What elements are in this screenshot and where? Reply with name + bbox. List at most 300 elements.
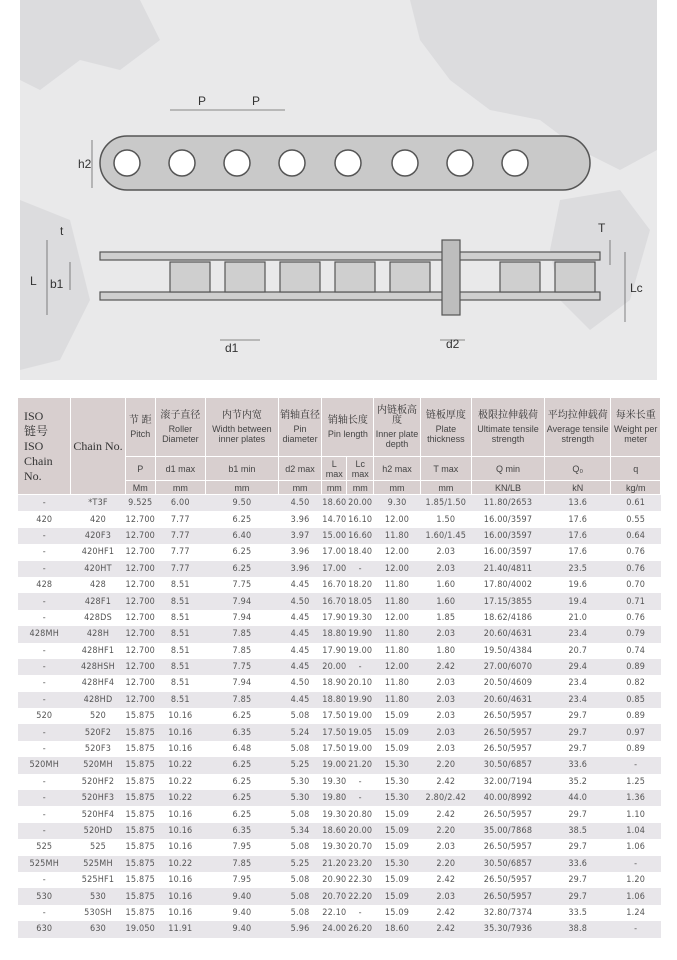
- table-row: [18, 921, 661, 937]
- table-cell: 27.00/6070: [471, 659, 544, 675]
- table-cell: 7.77: [170, 514, 190, 525]
- table-cell: 10.22: [168, 776, 193, 787]
- table-cell: 19.00: [322, 757, 347, 773]
- table-cell: -: [611, 856, 661, 872]
- table-row: [18, 872, 661, 888]
- table-cell: -: [42, 744, 46, 755]
- table-cell: 16.60: [347, 528, 374, 544]
- symbol-cell: L max: [322, 457, 347, 481]
- table-cell: 15.875: [126, 823, 156, 839]
- table-cell: 525MH: [71, 856, 126, 872]
- table-cell: 15.875: [125, 875, 156, 886]
- table-cell: 22.20: [347, 888, 374, 904]
- iso-header-line: ISO: [24, 408, 44, 423]
- table-cell: 428DS: [84, 612, 112, 623]
- table-row: [18, 806, 661, 822]
- table-row: [18, 577, 661, 593]
- table-cell: 19.00: [348, 711, 373, 722]
- table-cell: 18.80: [322, 626, 347, 642]
- table-cell: 7.95: [232, 842, 252, 853]
- table-cell: 17.90: [322, 612, 347, 623]
- table-cell: 7.85: [232, 645, 252, 656]
- table-cell: 1.60: [420, 593, 471, 609]
- table-cell: 10.16: [168, 711, 193, 722]
- table-cell: 0.76: [626, 547, 646, 558]
- table-cell: 12.700: [126, 626, 156, 642]
- table-cell: 29.7: [568, 744, 588, 755]
- unit-cell: mm: [278, 481, 322, 495]
- table-cell: 15.875: [126, 790, 156, 806]
- table-cell: 13.6: [545, 495, 611, 512]
- table-row: [18, 856, 661, 872]
- table-cell: 38.8: [545, 921, 611, 937]
- table-cell: 44.0: [545, 790, 611, 806]
- table-cell: 20.90: [322, 875, 347, 886]
- table-cell: 33.6: [545, 856, 611, 872]
- table-cell: 20.00: [347, 823, 374, 839]
- table-cell: 20.50/4609: [483, 678, 533, 689]
- table-cell: -: [347, 790, 374, 806]
- table-cell: 4.45: [278, 626, 322, 642]
- table-cell: 19.30: [322, 776, 347, 787]
- table-row: [18, 888, 661, 904]
- symbol-cell: T max: [420, 457, 471, 481]
- chain-dimension-diagram: [20, 0, 657, 380]
- table-cell: 20.80: [348, 809, 373, 820]
- table-cell: 5.08: [290, 809, 310, 820]
- table-cell: 520MH: [71, 757, 126, 773]
- table-cell: 17.50: [322, 744, 347, 755]
- table-cell: 21.40/4811: [471, 561, 544, 577]
- iso-chain-header: [18, 398, 71, 495]
- table-cell: 21.20: [322, 856, 347, 872]
- table-cell: 525HF1: [81, 875, 115, 886]
- table-cell: 2.42: [436, 875, 456, 886]
- label-p1: P: [198, 94, 207, 108]
- table-cell: 420: [36, 514, 53, 525]
- table-cell: 18.80: [322, 692, 347, 708]
- table-row: [18, 757, 661, 773]
- table-cell: 10.16: [168, 907, 193, 918]
- table-cell: 10.22: [155, 757, 206, 773]
- table-cell: 18.60: [322, 495, 347, 512]
- table-cell: 15.09: [374, 724, 421, 740]
- chain-side-view: [100, 240, 600, 315]
- unit-cell: mm: [322, 481, 347, 495]
- table-cell: 29.7: [568, 711, 588, 722]
- table-cell: 520HF3: [71, 790, 126, 806]
- table-cell: 8.51: [155, 593, 206, 609]
- table-cell: 18.62/4186: [483, 612, 533, 623]
- table-row: [18, 839, 661, 855]
- table-cell: 16.00/3597: [483, 547, 533, 558]
- iso-header-line: 链号: [24, 423, 49, 438]
- table-cell: 19.80: [322, 790, 347, 806]
- roller: [335, 262, 375, 292]
- table-cell: -: [18, 724, 71, 740]
- table-cell: 26.50/5957: [483, 809, 533, 820]
- table-cell: 12.00: [384, 514, 410, 525]
- table-cell: 12.700: [126, 593, 156, 609]
- table-row: [18, 823, 661, 839]
- table-cell: 0.89: [626, 711, 646, 722]
- table-cell: 17.15/3855: [471, 593, 544, 609]
- table-cell: 12.700: [125, 580, 156, 591]
- table-cell: 23.5: [545, 561, 611, 577]
- table-cell: 5.30: [290, 776, 310, 787]
- table-cell: 530: [71, 888, 126, 904]
- table-cell: 12.700: [125, 645, 156, 656]
- table-cell: 10.22: [155, 856, 206, 872]
- table-cell: 17.6: [568, 514, 588, 525]
- table-cell: 40.00/8992: [471, 790, 544, 806]
- table-cell: 6.25: [232, 776, 252, 787]
- table-cell: 2.42: [420, 921, 471, 937]
- table-cell: 18.60: [322, 823, 347, 839]
- table-cell: 15.30: [374, 757, 421, 773]
- table-cell: 15.09: [384, 842, 410, 853]
- table-cell: 530SH: [84, 907, 112, 918]
- table-cell: 4.45: [290, 580, 310, 591]
- table-cell: 15.875: [125, 842, 156, 853]
- roller: [225, 262, 265, 292]
- table-cell: 17.90: [322, 645, 347, 656]
- unit-cell: mm: [420, 481, 471, 495]
- table-cell: 630: [18, 921, 71, 937]
- table-cell: 23.4: [545, 626, 611, 642]
- table-cell: 0.61: [611, 495, 661, 512]
- unit-cell: Mm: [126, 481, 156, 495]
- table-cell: 8.51: [170, 678, 190, 689]
- table-cell: 428F1: [71, 593, 126, 609]
- table-cell: 18.90: [322, 678, 347, 689]
- table-cell: 3.96: [278, 561, 322, 577]
- table-cell: 6.48: [232, 744, 252, 755]
- table-cell: 15.09: [374, 888, 421, 904]
- table-cell: 16.00/3597: [483, 514, 533, 525]
- table-cell: 2.42: [436, 776, 456, 787]
- table-cell: 35.30/7936: [471, 921, 544, 937]
- label-d2: d2: [446, 337, 460, 351]
- table-cell: 19.4: [545, 593, 611, 609]
- table-cell: 11.80: [384, 580, 410, 591]
- chain-spec-table: [18, 398, 661, 938]
- table-cell: 4.45: [278, 659, 322, 675]
- table-cell: 525: [36, 842, 53, 853]
- table-cell: 12.700: [125, 612, 156, 623]
- table-cell: 12.700: [125, 514, 156, 525]
- table-cell: 9.40: [232, 907, 252, 918]
- table-cell: -: [18, 659, 71, 675]
- label-h2: h2: [78, 157, 92, 171]
- table-cell: 630: [71, 921, 126, 937]
- table-cell: 5.96: [278, 921, 322, 937]
- table-cell: 6.40: [206, 528, 279, 544]
- table-cell: 11.91: [155, 921, 206, 937]
- table-cell: 29.7: [545, 724, 611, 740]
- table-cell: 0.82: [626, 678, 646, 689]
- table-cell: 12.700: [126, 692, 156, 708]
- table-cell: 8.51: [155, 659, 206, 675]
- pin-hole: [279, 150, 305, 176]
- table-cell: 5.34: [278, 823, 322, 839]
- table-cell: 520HF2: [81, 776, 115, 787]
- table-cell: 2.03: [436, 547, 456, 558]
- table-row: [18, 790, 661, 806]
- table-cell: 19.00: [348, 645, 373, 656]
- table-cell: 29.7: [568, 809, 588, 820]
- table-cell: 7.77: [170, 547, 190, 558]
- table-cell: 530: [18, 888, 71, 904]
- table-cell: -: [18, 495, 71, 512]
- unit-cell: mm: [206, 481, 279, 495]
- iso-header-line: No.: [24, 468, 42, 483]
- table-cell: 22.10: [322, 907, 347, 918]
- table-cell: 26.50/5957: [471, 888, 544, 904]
- table-cell: 26.50/5957: [471, 724, 544, 740]
- table-cell: 15.09: [384, 907, 410, 918]
- table-cell: 15.00: [322, 528, 347, 544]
- table-cell: 29.7: [568, 875, 588, 886]
- table-cell: -: [42, 678, 46, 689]
- table-cell: 6.25: [232, 711, 252, 722]
- table-cell: 15.09: [384, 809, 410, 820]
- table-cell: 2.03: [420, 888, 471, 904]
- unit-cell: kg/m: [611, 481, 661, 495]
- table-cell: 0.71: [611, 593, 661, 609]
- table-cell: 20.7: [568, 645, 588, 656]
- table-cell: -: [611, 757, 661, 773]
- table-cell: 0.55: [626, 514, 646, 525]
- table-cell: 3.97: [278, 528, 322, 544]
- unit-cell: mm: [374, 481, 421, 495]
- table-cell: 18.60: [374, 921, 421, 937]
- table-cell: 2.20: [420, 823, 471, 839]
- table-cell: 4.45: [278, 692, 322, 708]
- roller: [280, 262, 320, 292]
- table-cell: 428HD: [71, 692, 126, 708]
- table-cell: 19.90: [347, 626, 374, 642]
- table-cell: 8.51: [170, 580, 190, 591]
- table-cell: 10.16: [155, 888, 206, 904]
- table-cell: 12.700: [126, 528, 156, 544]
- table-cell: -: [347, 659, 374, 675]
- table-cell: 18.40: [348, 547, 373, 558]
- table-cell: 520HF4: [81, 809, 115, 820]
- table-cell: -: [42, 547, 46, 558]
- table-cell: 7.95: [232, 875, 252, 886]
- table-cell: 7.94: [232, 678, 252, 689]
- table-cell: 6.25: [206, 757, 279, 773]
- table-cell: 26.20: [347, 921, 374, 937]
- table-cell: 33.5: [568, 907, 588, 918]
- table-cell: 12.00: [384, 547, 410, 558]
- table-cell: 6.25: [206, 790, 279, 806]
- table-cell: 11.80: [384, 678, 410, 689]
- table-cell: 6.25: [232, 547, 252, 558]
- table-cell: 9.30: [374, 495, 421, 512]
- table-cell: 2.42: [436, 809, 456, 820]
- table-cell: 19.6: [568, 580, 588, 591]
- table-cell: 2.80/2.42: [420, 790, 471, 806]
- col-header: 滚子直径 Roller Diameter: [155, 398, 206, 457]
- table-cell: 21.20: [347, 757, 374, 773]
- table-cell: 6.35: [206, 724, 279, 740]
- table-cell: 1.25: [626, 776, 646, 787]
- iso-header-line: Chain: [24, 453, 53, 468]
- roller: [390, 262, 430, 292]
- pin-hole: [335, 150, 361, 176]
- table-cell: 18.20: [348, 580, 373, 591]
- table-row: [18, 495, 661, 512]
- table-cell: 9.40: [206, 888, 279, 904]
- table-cell: 17.00: [322, 547, 347, 558]
- table-cell: 0.79: [611, 626, 661, 642]
- table-cell: 11.80/2653: [471, 495, 544, 512]
- table-cell: 17.50: [322, 711, 347, 722]
- table-cell: 29.7: [545, 888, 611, 904]
- table-cell: 38.5: [545, 823, 611, 839]
- table-cell: 0.76: [626, 612, 646, 623]
- table-row: [18, 511, 661, 527]
- label-t: t: [60, 224, 64, 238]
- table-cell: 11.80: [374, 692, 421, 708]
- table-cell: 428: [89, 580, 107, 591]
- col-header: 每米长重 Weight per meter: [611, 398, 661, 457]
- table-cell: 11.80: [374, 528, 421, 544]
- table-cell: 17.00: [322, 561, 347, 577]
- table-cell: 1.24: [626, 907, 646, 918]
- table-row: [18, 741, 661, 757]
- table-cell: 20.60/4631: [471, 692, 544, 708]
- table-cell: 10.16: [168, 744, 193, 755]
- table-cell: 24.00: [322, 921, 347, 937]
- table-cell: 520: [89, 711, 107, 722]
- table-cell: 3.96: [290, 514, 310, 525]
- table-cell: 17.50: [322, 724, 347, 740]
- unit-cell: mm: [347, 481, 374, 495]
- table-cell: 12.700: [125, 678, 156, 689]
- table-cell: 29.7: [568, 842, 588, 853]
- table-cell: 22.30: [348, 875, 373, 886]
- table-cell: 1.60: [436, 580, 456, 591]
- table-cell: 5.25: [278, 856, 322, 872]
- table-cell: 17.6: [568, 547, 588, 558]
- table-cell: 10.16: [168, 809, 193, 820]
- table-cell: 19.30: [348, 612, 373, 623]
- table-cell: 1.04: [611, 823, 661, 839]
- table-cell: -: [18, 823, 71, 839]
- table-cell: 20.70: [322, 888, 347, 904]
- roller: [500, 262, 540, 292]
- table-cell: 1.85: [436, 612, 456, 623]
- table-cell: 20.00: [322, 659, 347, 675]
- col-header: 节 距 Pitch: [126, 398, 156, 457]
- table-cell: 10.16: [168, 875, 193, 886]
- table-cell: 15.875: [125, 907, 156, 918]
- table-cell: 1.06: [611, 888, 661, 904]
- table-cell: 19.90: [347, 692, 374, 708]
- table-cell: 8.51: [155, 626, 206, 642]
- table-cell: 7.85: [206, 626, 279, 642]
- table-cell: 8.51: [155, 692, 206, 708]
- table-cell: 18.05: [347, 593, 374, 609]
- table-cell: *T3F: [71, 495, 126, 512]
- table-cell: 5.08: [290, 875, 310, 886]
- table-cell: 19.050: [126, 921, 156, 937]
- table-cell: 16.10: [348, 514, 373, 525]
- table-cell: -: [347, 561, 374, 577]
- table-cell: 2.03: [436, 678, 456, 689]
- table-cell: 0.64: [611, 528, 661, 544]
- label-p2: P: [252, 94, 261, 108]
- table-row: [18, 708, 661, 724]
- table-cell: 19.00: [348, 744, 373, 755]
- table-cell: 26.50/5957: [483, 842, 533, 853]
- col-header: 平均拉伸载荷 Average tensile strength: [545, 398, 611, 457]
- table-cell: 1.80: [436, 645, 456, 656]
- table-cell: 0.70: [626, 580, 646, 591]
- table-cell: -: [42, 907, 46, 918]
- table-cell: 10.16: [168, 842, 193, 853]
- table-cell: 10.16: [155, 724, 206, 740]
- table-cell: 428MH: [18, 626, 71, 642]
- table-cell: -: [42, 875, 46, 886]
- table-cell: 2.42: [420, 659, 471, 675]
- table-cell: 2.03: [436, 711, 456, 722]
- label-l: L: [30, 274, 37, 288]
- col-header: 极限拉伸载荷 Ultimate tensile strength: [471, 398, 544, 457]
- table-cell: 23.20: [347, 856, 374, 872]
- symbol-cell: h2 max: [374, 457, 421, 481]
- table-cell: 4.50: [290, 678, 310, 689]
- table-cell: 12.00: [384, 612, 410, 623]
- table-cell: 17.80/4002: [483, 580, 533, 591]
- label-lc: Lc: [630, 281, 643, 295]
- table-cell: 19.50/4384: [483, 645, 533, 656]
- table-cell: 9.40: [206, 921, 279, 937]
- table-cell: 428: [36, 580, 53, 591]
- table-cell: 2.03: [420, 692, 471, 708]
- table-cell: 35.2: [568, 776, 588, 787]
- table-cell: 15.09: [384, 711, 410, 722]
- table-cell: 9.525: [126, 495, 156, 512]
- table-cell: 15.875: [126, 888, 156, 904]
- table-cell: 7.94: [206, 593, 279, 609]
- table-cell: -: [18, 790, 71, 806]
- pin-hole: [392, 150, 418, 176]
- table-cell: 26.50/5957: [483, 711, 533, 722]
- table-cell: 1.10: [626, 809, 646, 820]
- pin-hole: [447, 150, 473, 176]
- table-cell: 2.03: [436, 842, 456, 853]
- table-cell: 2.03: [436, 744, 456, 755]
- table-cell: 14.70: [322, 514, 347, 525]
- table-cell: 15.30: [374, 856, 421, 872]
- label-t-upper: T: [598, 221, 606, 235]
- table-row: [18, 544, 661, 560]
- table-cell: 0.85: [611, 692, 661, 708]
- table-cell: 2.20: [420, 757, 471, 773]
- table-cell: 20.60/4631: [471, 626, 544, 642]
- table-cell: 33.6: [545, 757, 611, 773]
- table-cell: 15.09: [374, 823, 421, 839]
- table-cell: 7.85: [206, 856, 279, 872]
- label-b1: b1: [50, 277, 64, 291]
- table-cell: 2.03: [420, 626, 471, 642]
- table-cell: 15.30: [374, 790, 421, 806]
- table-row: [18, 659, 661, 675]
